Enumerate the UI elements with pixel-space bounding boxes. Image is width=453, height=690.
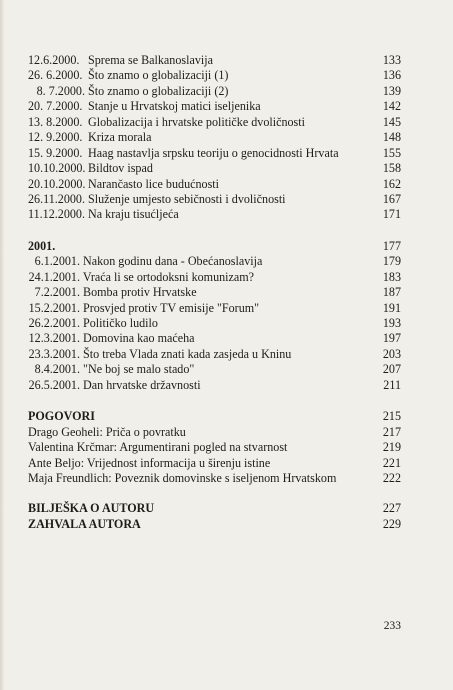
entry-title: Kriza morala	[88, 130, 152, 145]
entry-page: 148	[382, 130, 401, 145]
entry-title: Drago Geoheli: Priča o povratku	[28, 424, 186, 439]
entry-title: Služenje umjesto sebičnosti i dvoličnosti	[88, 191, 286, 206]
entry-page: 197	[382, 331, 401, 346]
entry-page: 222	[382, 470, 401, 485]
entry-date: 8. 7.2000.	[36, 83, 85, 98]
entry-title: Narančasto lice budućnosti	[88, 176, 220, 191]
entry-date: 12.3.2001.	[28, 331, 80, 346]
entry-page: 183	[382, 269, 401, 284]
entry-date: 26. 6.2000.	[28, 68, 83, 83]
entry-page: 171	[382, 207, 401, 222]
entry-page: 167	[382, 191, 401, 206]
entry-page: 229	[382, 516, 401, 531]
section-spacer	[28, 223, 401, 239]
entry-title: Na kraju tisućljeća	[88, 207, 179, 222]
toc-entry	[28, 192, 401, 207]
entry-title: "Ne boj se malo stado"	[83, 362, 195, 377]
entry-title: Stanje u Hrvatskoj matici iseljenika	[88, 99, 261, 114]
entry-title: Maja Freundlich: Poveznik domovinske s iseljenom Hrvatskom	[28, 470, 337, 485]
entry-page: 219	[382, 440, 401, 455]
toc-entry	[28, 285, 401, 300]
entry-date: 12.6.2000.	[28, 53, 80, 67]
entry-date: 20. 7.2000.	[28, 99, 83, 114]
year-heading-2001	[28, 239, 401, 254]
toc-entry	[28, 53, 401, 68]
toc-entry	[28, 146, 401, 161]
entry-title: Globalizacija i hrvatske političke dvoličnosti	[88, 114, 305, 129]
toc-entry	[28, 501, 401, 516]
section-2001-list	[28, 254, 401, 393]
section-heading: POGOVORI	[28, 409, 95, 424]
toc-entry	[28, 425, 401, 440]
entry-date: 12. 9.2000.	[28, 130, 83, 145]
page-number: 233	[383, 620, 401, 632]
entry-date: 26.5.2001.	[28, 377, 80, 392]
entry-page: 217	[382, 424, 401, 439]
entry-title: Što treba Vlada znati kada zasjeda u Kninu	[83, 346, 292, 361]
toc-entry	[28, 316, 401, 331]
toc-entry	[28, 347, 401, 362]
entry-page: 187	[382, 285, 401, 300]
toc-entry	[28, 115, 401, 130]
entry-page: 177	[382, 238, 401, 253]
entry-date: 11.12.2000.	[28, 207, 85, 222]
entry-date: 7.2.2001.	[34, 285, 80, 300]
entry-date: 10.10.2000.	[28, 161, 86, 176]
toc-entry	[28, 362, 401, 377]
entry-page: 215	[382, 409, 401, 424]
toc-entry	[28, 378, 401, 393]
toc-entry	[28, 301, 401, 316]
section-spacer	[28, 393, 401, 409]
entry-page: 191	[382, 300, 401, 315]
entry-title: Domovina kao maćeha	[83, 331, 195, 346]
toc-entry	[28, 270, 401, 285]
entry-page: 207	[382, 362, 401, 377]
entry-title: Što znamo o globalizaciji (2)	[88, 83, 229, 98]
entry-page: 179	[382, 254, 401, 269]
entry-page: 158	[382, 161, 401, 176]
entry-date: 20.10.2000.	[28, 176, 86, 191]
pogovori-list	[28, 425, 401, 487]
section-heading: 2001.	[28, 238, 56, 253]
entry-date: 13. 8.2000.	[28, 114, 83, 129]
pogovori-heading	[28, 409, 401, 424]
page-edge	[0, 0, 4, 690]
entry-title: Bomba protiv Hrvatske	[83, 285, 197, 300]
toc-entry	[28, 84, 401, 99]
entry-title: Nakon godinu dana - Obećanoslavija	[83, 254, 263, 269]
entry-date: 15.2.2001.	[28, 300, 80, 315]
toc-entry	[28, 177, 401, 192]
entry-page: 227	[382, 501, 401, 516]
entry-page: 162	[382, 176, 401, 191]
entry-title: Vraća li se ortodoksni komunizam?	[82, 269, 255, 284]
entry-page: 136	[382, 68, 401, 83]
entry-page: 221	[382, 455, 401, 470]
toc-entry	[28, 440, 401, 455]
toc-entry	[28, 471, 401, 486]
entry-title: Političko ludilo	[83, 316, 158, 330]
toc-entry	[28, 254, 401, 269]
entry-date: 8.4.2001.	[34, 362, 80, 377]
toc-entry	[28, 130, 401, 145]
entry-title: Haag nastavlja srpsku teoriju o genocidnosti Hrvata	[88, 145, 339, 160]
toc-entry	[28, 99, 401, 114]
entry-title: Ante Beljo: Vrijednost informacija u širenju istine	[28, 455, 271, 470]
entry-title: Prosvjed protiv TV emisije "Forum"	[83, 300, 260, 315]
entry-title: Bildtov ispad	[88, 161, 153, 176]
entry-page: 142	[382, 99, 401, 114]
entry-title: Što znamo o globalizaciji (1)	[88, 68, 229, 83]
section-heading: ZAHVALA AUTORA	[28, 516, 141, 531]
closing-list	[28, 501, 401, 532]
entry-page: 155	[382, 145, 401, 160]
table-of-contents	[28, 53, 401, 532]
section-heading: BILJEŠKA O AUTORU	[28, 501, 155, 516]
entry-page: 203	[382, 346, 401, 361]
entry-title: Valentina Krčmar: Argumentirani pogled na stvarnost	[28, 440, 288, 455]
entry-date: 24.1.2001.	[28, 269, 80, 284]
entry-page: 145	[382, 114, 401, 129]
entry-page: 133	[382, 53, 401, 67]
toc-entry	[28, 517, 401, 532]
entry-page: 193	[382, 316, 401, 330]
entry-date: 6.1.2001.	[34, 254, 80, 269]
toc-entry	[28, 331, 401, 346]
entry-page: 139	[382, 83, 401, 98]
entry-date: 23.3.2001.	[28, 346, 80, 361]
entry-title: Sprema se Balkanoslavija	[88, 53, 213, 67]
entry-date: 15. 9.2000.	[28, 145, 83, 160]
toc-entry	[28, 456, 401, 471]
toc-entry	[28, 161, 401, 176]
section-spacer	[28, 486, 401, 501]
entry-date: 26.11.2000.	[28, 191, 85, 206]
entry-page: 211	[383, 377, 401, 392]
entry-date: 26.2.2001.	[28, 316, 80, 330]
entry-title: Dan hrvatske državnosti	[83, 377, 201, 392]
toc-entry	[28, 207, 401, 222]
toc-entry	[28, 68, 401, 83]
section-2000-list	[28, 53, 401, 223]
